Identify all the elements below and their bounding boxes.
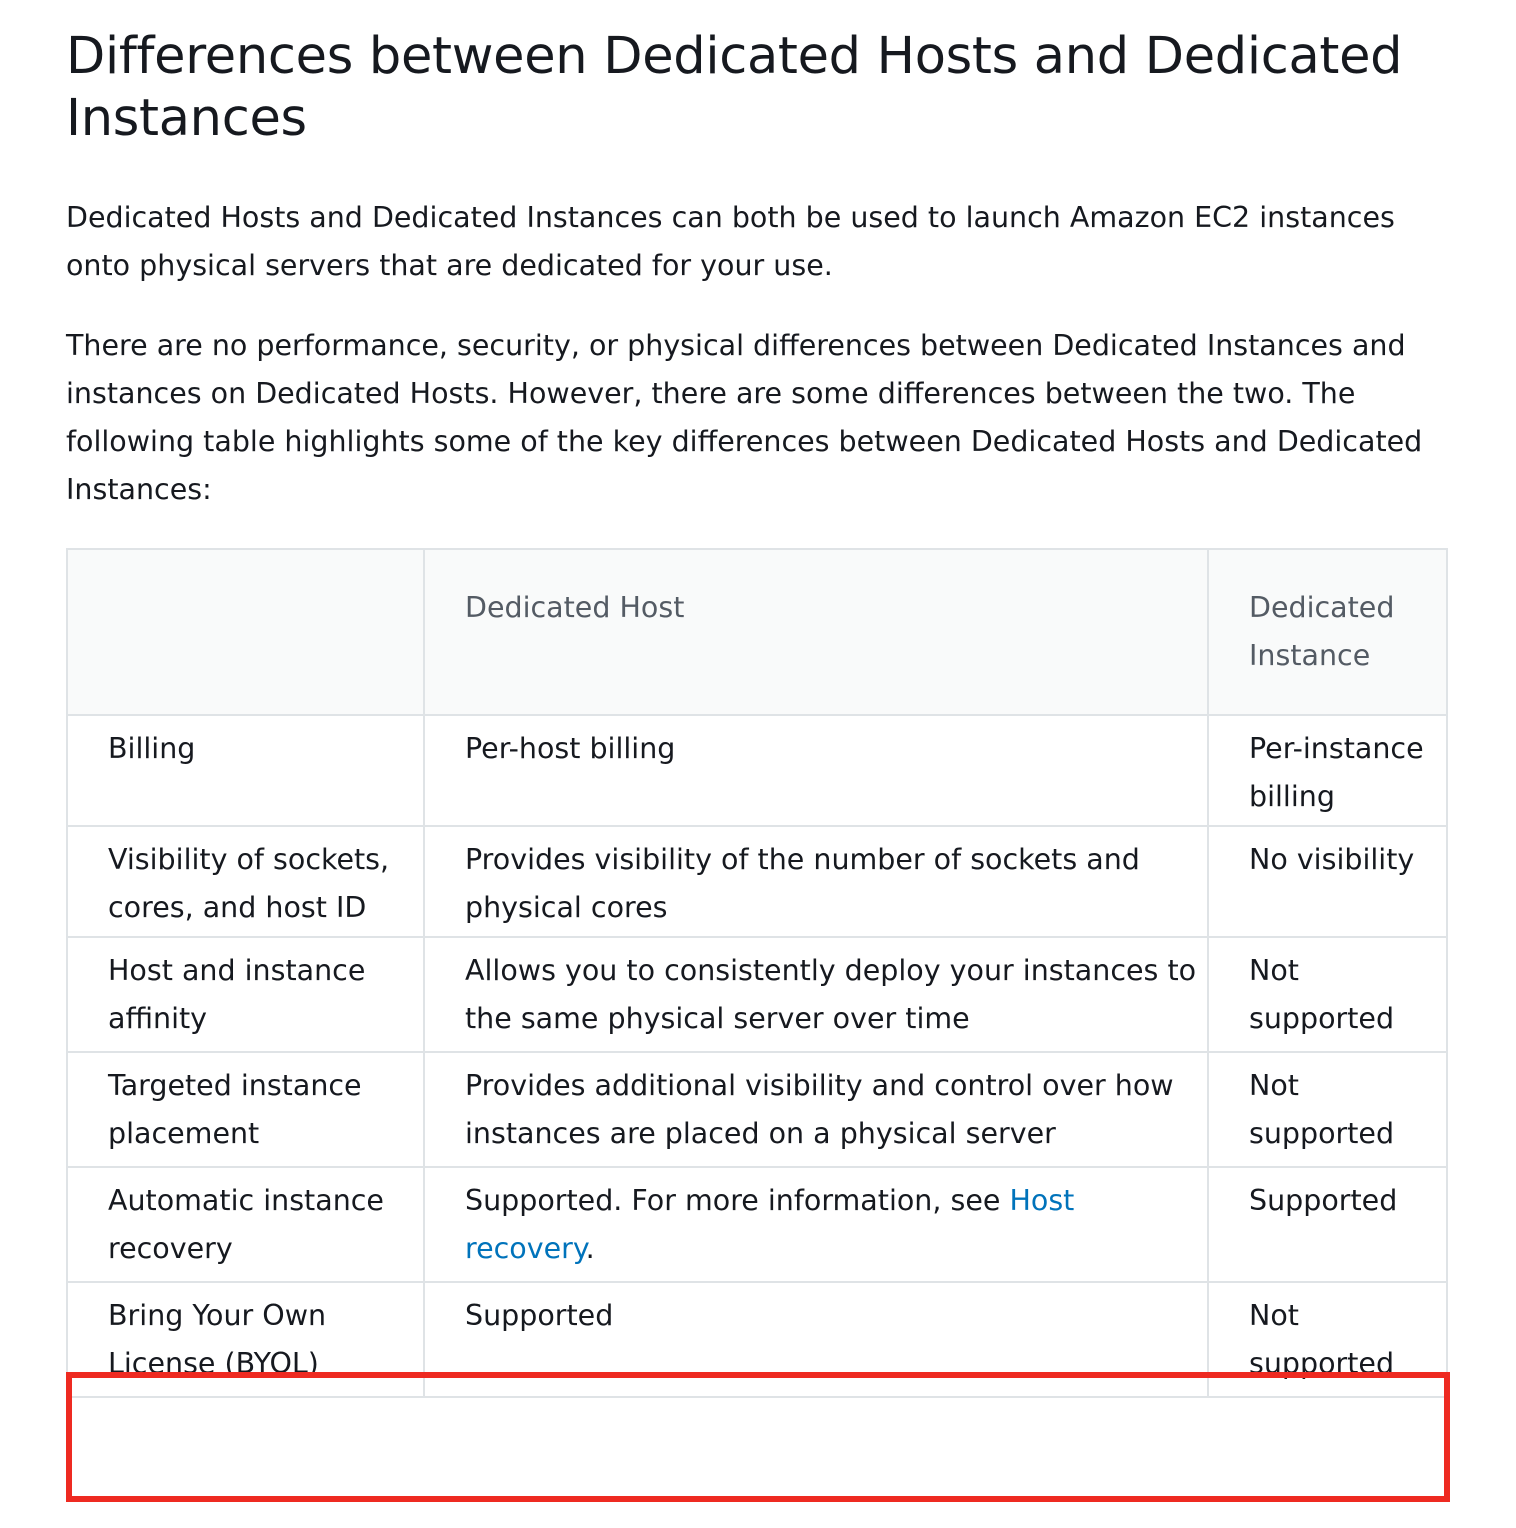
host-recovery-link[interactable]: Host recovery <box>465 1184 1075 1265</box>
instance-cell: No visibility <box>1208 826 1447 937</box>
host-cell: Provides visibility of the number of sockets and physical cores <box>424 826 1208 937</box>
instance-cell: Not supported <box>1208 937 1447 1052</box>
doc-content <box>66 0 1456 1380</box>
host-cell-suffix: . <box>585 1232 595 1265</box>
feature-cell: Automatic instance recovery <box>67 1167 424 1282</box>
page-title: Differences between Dedicated Hosts and Dedicated Instances <box>66 27 1403 148</box>
instance-cell: Supported <box>1208 1167 1447 1282</box>
comparison-table <box>66 548 1448 1398</box>
host-cell <box>424 1167 1208 1282</box>
host-cell: Allows you to consistently deploy your instances to the same physical server over time <box>424 937 1208 1052</box>
instance-cell: Not supported <box>1208 1052 1447 1167</box>
table-row <box>67 715 1447 826</box>
host-cell: Supported <box>424 1282 1208 1397</box>
table-row <box>67 937 1447 1052</box>
header-feature <box>67 549 424 715</box>
instance-cell: Per-instance billing <box>1208 715 1447 826</box>
table-header-row <box>67 549 1447 715</box>
table-row-byol <box>67 1282 1447 1397</box>
host-cell: Per-host billing <box>424 715 1208 826</box>
table-row <box>67 1052 1447 1167</box>
feature-cell: Host and instance affinity <box>67 937 424 1052</box>
feature-cell: Bring Your Own License (BYOL) <box>67 1282 424 1397</box>
table-row <box>67 826 1447 937</box>
host-cell-text: Supported. For more information, see <box>465 1184 1010 1217</box>
feature-cell: Visibility of sockets, cores, and host ID <box>67 826 424 937</box>
table-row <box>67 1167 1447 1282</box>
host-cell: Provides additional visibility and control over how instances are placed on a physical server <box>424 1052 1208 1167</box>
intro-paragraph: Dedicated Hosts and Dedicated Instances can both be used to launch Amazon EC2 instances onto physical servers that are dedicated for your use. <box>66 201 1395 282</box>
feature-cell: Billing <box>67 715 424 826</box>
header-dedicated-instance: Dedicated Instance <box>1208 549 1447 715</box>
instance-cell: Not supported <box>1208 1282 1447 1397</box>
header-dedicated-host: Dedicated Host <box>424 549 1208 715</box>
differences-paragraph: There are no performance, security, or physical differences between Dedicated Instances and instances on Dedicated Hosts. However, there are some differences between the two. The following table highlights some of the key differences between Dedicated Hosts and Dedicated Instances: <box>66 329 1423 506</box>
feature-cell: Targeted instance placement <box>67 1052 424 1167</box>
